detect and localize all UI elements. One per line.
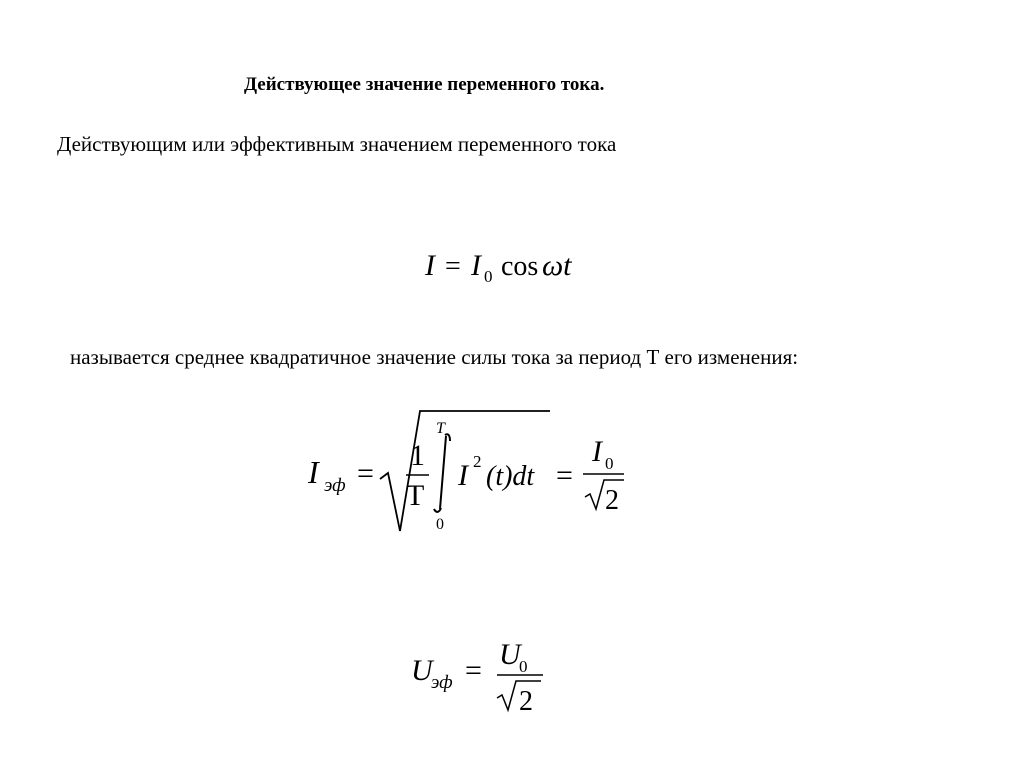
formula-eff-frac-num: 1	[410, 439, 425, 472]
formula-current-omega-t: ωt	[542, 249, 572, 282]
formula-current-I: I	[425, 249, 435, 282]
formula-eff-integrand-I: I	[458, 459, 468, 492]
formula-eff-integrand-rest: (t)dt	[486, 461, 535, 492]
formula-eff-upper-limit: T	[436, 420, 445, 437]
formula-current	[415, 240, 595, 290]
formula-effective-current	[300, 405, 640, 545]
formula-volt-U: U	[411, 654, 433, 687]
formula-eff-rhs-num-sub: 0	[605, 454, 614, 473]
formula-eff-equals2: =	[556, 459, 573, 492]
formula-eff-equals: =	[357, 457, 374, 490]
formula-eff-lower-limit: 0	[436, 516, 444, 533]
formula-volt-U-sub: эф	[431, 672, 453, 693]
formula-volt-equals: =	[465, 654, 482, 687]
formula-effective-voltage	[405, 632, 565, 722]
formula-current-I0: I	[471, 249, 481, 282]
intro-paragraph: Действующим или эффективным значением переменного тока	[57, 132, 617, 156]
integral-sign	[434, 434, 450, 512]
formula-volt-num-sub: 0	[519, 657, 528, 676]
formula-volt-den: 2	[519, 686, 533, 717]
definition-paragraph: называется среднее квадратичное значение силы тока за период Т его изменения:	[70, 345, 799, 369]
formula-eff-rhs-den: 2	[605, 485, 619, 516]
formula-eff-frac-den: T	[406, 479, 425, 512]
page-title: Действующее значение переменного тока.	[244, 74, 605, 95]
formula-eff-rhs-num: I	[592, 435, 602, 468]
formula-eff-integrand-power: 2	[473, 452, 482, 471]
formula-current-cos: cos	[501, 251, 539, 282]
formula-volt-num: U	[499, 638, 521, 671]
formula-current-equals: =	[445, 251, 461, 282]
formula-eff-I: I	[308, 454, 319, 490]
formula-eff-I-sub: эф	[324, 475, 346, 496]
formula-current-I0-sub: 0	[484, 267, 493, 286]
